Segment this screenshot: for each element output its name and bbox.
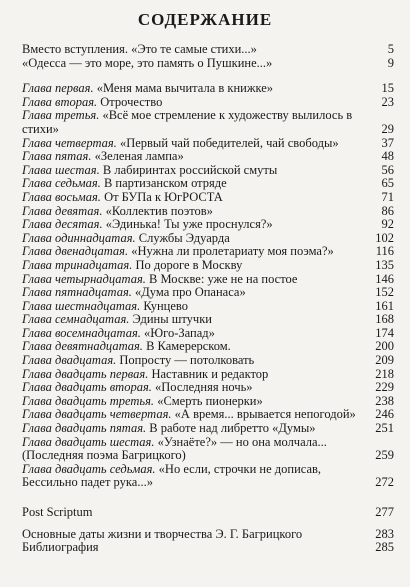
toc-entry-page: 29 <box>381 121 394 136</box>
toc-entry-title: В партизанском отряде <box>100 176 227 191</box>
toc-entry-chapter: Глава двадцать третья. <box>22 393 155 408</box>
toc-entry <box>22 232 394 246</box>
toc-entry-chapter: Глава двадцать четвертая. <box>22 407 172 422</box>
toc-entry-title: «Последняя ночь» <box>151 380 253 395</box>
toc-entry-title: «Зеленая лампа» <box>91 149 184 164</box>
toc-entry-title: В Камерерском. <box>142 339 231 354</box>
toc-entry <box>22 506 394 520</box>
toc-entry-page: 259 <box>375 448 394 463</box>
toc-entry <box>22 327 394 341</box>
toc-entry-chapter: Глава двадцать вторая. <box>22 380 152 395</box>
toc-entry-chapter: Глава шестая. <box>22 162 100 177</box>
toc-entry-page: 168 <box>375 312 394 327</box>
toc-entry-page: 23 <box>381 94 394 109</box>
toc-entry-page: 92 <box>381 217 394 232</box>
toc-entry-title: «А время... врывается непогодой» <box>171 407 356 422</box>
toc-entry <box>22 57 394 71</box>
toc-entry-chapter: Глава двадцать седьмая. <box>22 461 156 476</box>
toc-entry-page: 48 <box>381 149 394 164</box>
toc-entry-page: 146 <box>375 271 394 286</box>
toc-entry-chapter: Глава двадцатая. <box>22 353 117 368</box>
toc-entry-page: 272 <box>375 475 394 490</box>
toc-entry-title: Основные даты жизни и творчества Э. Г. Багрицкого <box>22 526 303 541</box>
toc-entry-page: 161 <box>375 298 394 313</box>
toc-entry-chapter: Глава десятая. <box>22 217 103 232</box>
toc-entry-page: 56 <box>381 162 394 177</box>
toc-entry-page: 5 <box>387 42 394 56</box>
toc-entry-title: «Смерть пионерки» <box>154 393 263 408</box>
toc-entry-chapter: Глава двадцать шестая. <box>22 434 155 449</box>
toc-entry <box>22 300 394 314</box>
toc-entry-title: «Одесса — это море, это память о Пушкине...» <box>22 55 273 70</box>
toc-entry-chapter: Глава двадцать первая. <box>22 366 149 381</box>
toc-entry-chapter: Глава третья. <box>22 108 100 123</box>
toc-entry-page: 135 <box>375 257 394 272</box>
toc-entry-chapter: Глава четырнадцатая. <box>22 271 146 286</box>
toc-entry <box>22 541 394 555</box>
toc-entry-title: В работе над либретто «Думы» <box>146 421 316 436</box>
toc-entry <box>22 313 394 327</box>
toc-entry-title: От БУПа к ЮгРОСТА <box>100 189 223 204</box>
toc-entry-title: Отрочество <box>97 94 163 109</box>
toc-entry-chapter: Глава двенадцатая. <box>22 244 129 259</box>
toc-entry-page: 152 <box>375 285 394 300</box>
toc-entry-title: «Всё мое стремление к художеству вылилось в стихи» <box>22 108 353 136</box>
toc-entry-title: «Коллектив поэтов» <box>102 203 213 218</box>
toc-entry <box>22 43 394 57</box>
toc-entry-chapter: Глава пятая. <box>22 149 92 164</box>
toc-entry-page: 65 <box>381 176 394 191</box>
toc-entry-title: «Юго-Запад» <box>140 325 215 340</box>
toc-entry-page: 200 <box>375 339 394 354</box>
toc-entry-page: 277 <box>375 505 394 519</box>
toc-entry-page: 251 <box>375 421 394 436</box>
toc-entry <box>22 218 394 232</box>
toc-entry <box>22 463 394 490</box>
toc-entry-title: Эдины штучки <box>129 312 212 327</box>
toc-entry-chapter: Глава первая. <box>22 81 94 96</box>
toc-entry-page: 246 <box>375 407 394 422</box>
toc-entry-chapter: Глава девятая. <box>22 203 103 218</box>
toc-entry-page: 209 <box>375 353 394 368</box>
toc-entry <box>22 82 394 96</box>
toc-entry <box>22 422 394 436</box>
toc-entry <box>22 96 394 110</box>
toc-entry-page: 9 <box>387 55 394 70</box>
toc-entry-page: 174 <box>375 325 394 340</box>
toc-entry-title: «Дума про Опанаса» <box>131 285 246 300</box>
page-title: СОДЕРЖАНИЕ <box>137 10 273 29</box>
toc-entry <box>22 177 394 191</box>
toc-entry <box>22 191 394 205</box>
toc-entry-page: 238 <box>375 393 394 408</box>
toc-entry <box>22 528 394 542</box>
toc-entry <box>22 354 394 368</box>
toc-entry <box>22 245 394 259</box>
toc-entry-page: 218 <box>375 366 394 381</box>
toc-entry <box>22 150 394 164</box>
toc-entry-chapter: Глава вторая. <box>22 94 98 109</box>
toc-entry <box>22 340 394 354</box>
toc-entry <box>22 381 394 395</box>
toc-entry-chapter: Глава восьмая. <box>22 189 101 204</box>
toc-entry-chapter: Глава двадцать пятая. <box>22 421 147 436</box>
toc-entry-chapter: Глава шестнадцатая. <box>22 298 141 313</box>
toc-entry-page: 37 <box>381 135 394 150</box>
toc-entry-page: 285 <box>375 540 394 555</box>
toc-entry-chapter: Глава одиннадцатая. <box>22 230 136 245</box>
toc-entry-chapter: Глава четвертая. <box>22 135 117 150</box>
toc-entry-title: «Эдинька! Ты уже проснулся?» <box>102 217 273 232</box>
toc-entry-page: 116 <box>375 244 394 259</box>
toc-entry-title: По дороге в Москву <box>132 257 243 272</box>
toc-entry <box>22 286 394 300</box>
toc-entry <box>22 273 394 287</box>
toc-entry <box>22 436 394 463</box>
toc-entry-chapter: Глава тринадцатая. <box>22 257 133 272</box>
toc-entry-title: «Первый чай победителей, чай свободы» <box>116 135 339 150</box>
toc-entry-title: «Узнаёте?» — но она молчала... (Последняя поэма Багрицкого) <box>22 434 327 463</box>
toc-entry-title: Попросту — потолковать <box>116 353 255 368</box>
toc-entry-page: 15 <box>381 81 394 96</box>
toc-entry-title: «Меня мама вычитала в книжке» <box>93 81 274 96</box>
toc-entry-title: «Но если, строчки не дописав, Бессильно падет рука...» <box>22 461 322 490</box>
toc-entry-page: 229 <box>375 380 394 395</box>
toc-entry <box>22 164 394 178</box>
toc-entry-title: Библиография <box>22 540 99 555</box>
toc-entry-title: Вместо вступления. «Это те самые стихи...» <box>22 42 257 56</box>
toc-entry-title: В Москве: уже не на постое <box>145 271 298 286</box>
toc-entry-chapter: Глава пятнадцатая. <box>22 285 132 300</box>
toc-entry-page: 102 <box>375 230 394 245</box>
toc-entry-page: 71 <box>381 189 394 204</box>
toc-entry-title: В лабиринтах российской смуты <box>99 162 278 177</box>
toc-entry-chapter: Глава девятнадцатая. <box>22 339 143 354</box>
table-of-contents <box>22 43 394 555</box>
toc-entry-page: 283 <box>375 526 394 541</box>
toc-entry-page: 86 <box>381 203 394 218</box>
toc-entry-title: «Нужна ли пролетариату моя поэма?» <box>128 244 334 259</box>
toc-entry-title: Службы Эдуарда <box>135 230 230 245</box>
toc-entry-chapter: Глава восемнадцатая. <box>22 325 141 340</box>
toc-entry-title: Наставник и редактор <box>148 366 269 381</box>
toc-entry-chapter: Глава семнадцатая. <box>22 312 130 327</box>
toc-entry <box>22 137 394 151</box>
toc-entry <box>22 259 394 273</box>
toc-entry-title: Кунцево <box>140 298 188 313</box>
toc-entry-chapter: Глава седьмая. <box>22 176 101 191</box>
toc-entry <box>22 395 394 409</box>
toc-entry <box>22 368 394 382</box>
toc-entry <box>22 205 394 219</box>
toc-entry <box>22 109 394 136</box>
toc-entry-title: Post Scriptum <box>22 505 93 519</box>
toc-entry <box>22 408 394 422</box>
